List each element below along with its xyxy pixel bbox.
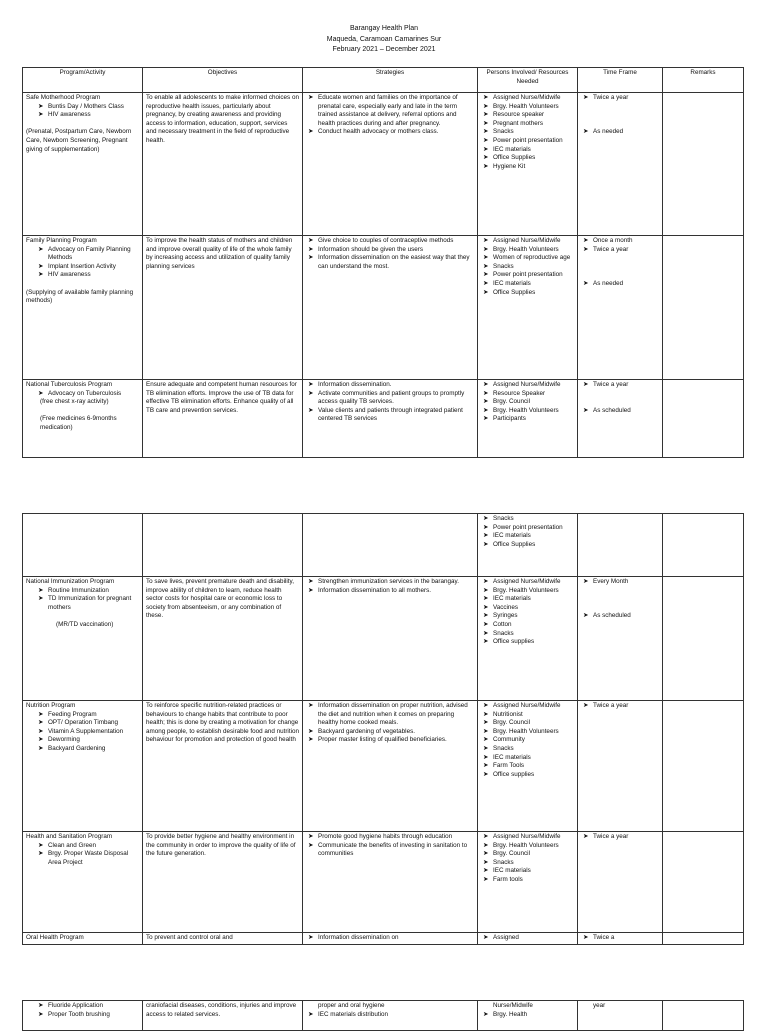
list-item: ➤ TD Immunization for pregnant mothers bbox=[38, 595, 132, 611]
persons-cell bbox=[478, 514, 578, 577]
health-plan-table-1 bbox=[22, 67, 744, 458]
list-item: ➤ Vaccines bbox=[483, 603, 519, 611]
list-item: ➤ Proper master listing of qualified beneficiaries. bbox=[308, 736, 447, 744]
arrow-bullet-icon: ➤ bbox=[583, 245, 589, 253]
list-item: ➤ Snacks bbox=[483, 128, 514, 136]
arrow-bullet-icon: ➤ bbox=[483, 762, 489, 770]
strategies-cell bbox=[303, 577, 478, 701]
list-item: ➤ Brgy. Health Volunteers bbox=[483, 102, 559, 110]
list-item: ➤ Strengthen immunization services in the barangay. bbox=[308, 578, 459, 585]
list-item: ➤ Nutritionist bbox=[483, 710, 523, 718]
remarks-cell bbox=[663, 933, 744, 945]
strategies-cell bbox=[303, 701, 478, 832]
list-item: ➤ Power point presentation bbox=[483, 271, 563, 279]
remarks-cell bbox=[663, 236, 744, 380]
table-row bbox=[23, 380, 744, 458]
list-item: ➤ Proper Tooth brushing bbox=[38, 1010, 110, 1018]
program-name: National Immunization Program bbox=[26, 578, 115, 585]
list-item: ➤ As needed bbox=[583, 279, 624, 287]
arrow-bullet-icon: ➤ bbox=[483, 744, 489, 752]
arrow-bullet-icon: ➤ bbox=[308, 237, 314, 244]
arrow-bullet-icon: ➤ bbox=[483, 736, 489, 744]
table-row bbox=[23, 933, 744, 945]
list-item: ➤ Brgy. Council bbox=[483, 398, 530, 406]
list-item: ➤ Pregnant mothers bbox=[483, 119, 544, 127]
list-item: ➤ Brgy. Health Volunteers bbox=[483, 841, 559, 849]
arrow-bullet-icon: ➤ bbox=[38, 111, 44, 119]
arrow-bullet-icon: ➤ bbox=[483, 136, 489, 144]
list-item: ➤ Community bbox=[483, 736, 525, 744]
arrow-bullet-icon: ➤ bbox=[308, 586, 314, 594]
table-row bbox=[23, 577, 744, 701]
list-item: ➤ Information should be given the users bbox=[308, 245, 424, 253]
list-item: ➤ Value clients and patients through integrated patient centered TB services bbox=[308, 406, 463, 423]
arrow-bullet-icon: ➤ bbox=[38, 595, 44, 603]
table-row bbox=[23, 236, 744, 380]
arrow-bullet-icon: ➤ bbox=[308, 736, 314, 744]
objectives-cell: To save lives, prevent premature death and disability, improve ability of children to learn, reduce health sector costs for hospital care or economic loss to society from absenteeism, or any combination of these. bbox=[143, 577, 303, 701]
objectives-cell: To prevent and control oral and bbox=[143, 933, 303, 945]
arrow-bullet-icon: ➤ bbox=[483, 128, 489, 136]
strategies-cell bbox=[303, 933, 478, 945]
list-item: ➤ Cotton bbox=[483, 620, 512, 628]
objectives-cell: To enable all adolescents to make informed choices on reproductive health issues, particularly about pregnancy, by creating awareness and providing access to information, education, support, services and necessary treatment in the field of reproductive health. bbox=[143, 93, 303, 236]
arrow-bullet-icon: ➤ bbox=[38, 850, 44, 858]
arrow-bullet-icon: ➤ bbox=[308, 128, 314, 136]
list-item: ➤ Assigned Nurse/Midwife bbox=[483, 578, 561, 585]
arrow-bullet-icon: ➤ bbox=[483, 1010, 489, 1018]
arrow-bullet-icon: ➤ bbox=[38, 841, 44, 849]
arrow-bullet-icon: ➤ bbox=[38, 710, 44, 718]
list-item: ➤ Resource Speaker bbox=[483, 389, 546, 397]
arrow-bullet-icon: ➤ bbox=[483, 532, 489, 540]
arrow-bullet-icon: ➤ bbox=[483, 415, 489, 423]
objectives-cell: craniofacial diseases, conditions, injuries and improve access to related services. bbox=[143, 1001, 303, 1031]
arrow-bullet-icon: ➤ bbox=[483, 145, 489, 153]
list-item: ➤ Assigned Nurse/Midwife bbox=[483, 833, 561, 840]
list-item: ➤ Twice a year bbox=[583, 94, 629, 101]
program-note: (free chest x-ray activity) bbox=[40, 398, 109, 406]
arrow-bullet-icon: ➤ bbox=[483, 578, 489, 585]
arrow-bullet-icon: ➤ bbox=[38, 736, 44, 744]
arrow-bullet-icon: ➤ bbox=[483, 154, 489, 162]
list-item: ➤ Office Supplies bbox=[483, 154, 536, 162]
arrow-bullet-icon: ➤ bbox=[38, 1002, 44, 1009]
remarks-cell bbox=[663, 577, 744, 701]
list-item: ➤ Twice a year bbox=[583, 245, 629, 253]
page-header bbox=[0, 24, 768, 56]
list-item: ➤ As scheduled bbox=[583, 406, 631, 414]
list-item: ➤ Routine Immunization bbox=[38, 586, 109, 594]
arrow-bullet-icon: ➤ bbox=[483, 237, 489, 244]
arrow-bullet-icon: ➤ bbox=[483, 770, 489, 778]
table-row bbox=[23, 93, 744, 236]
list-item: ➤ Brgy. Health Volunteers bbox=[483, 406, 559, 414]
strategies-cell bbox=[303, 514, 478, 577]
arrow-bullet-icon: ➤ bbox=[483, 398, 489, 406]
list-item: ➤ Promote good hygiene habits through education bbox=[308, 833, 453, 840]
arrow-bullet-icon: ➤ bbox=[483, 858, 489, 866]
list-item: ➤ Snacks bbox=[483, 858, 514, 866]
list-item: ➤ As needed bbox=[583, 128, 624, 136]
arrow-bullet-icon: ➤ bbox=[483, 162, 489, 170]
arrow-bullet-icon: ➤ bbox=[38, 245, 44, 253]
list-item: ➤ Deworming bbox=[38, 736, 80, 744]
list-item: ➤ IEC materials bbox=[483, 753, 531, 761]
timeframe-cell bbox=[578, 236, 663, 380]
list-item: ➤ Twice a year bbox=[583, 702, 629, 709]
list-item: ➤ Brgy. Health Volunteers bbox=[483, 245, 559, 253]
strategies-cell bbox=[303, 832, 478, 933]
arrow-bullet-icon: ➤ bbox=[583, 833, 589, 840]
arrow-bullet-icon: ➤ bbox=[483, 638, 489, 646]
arrow-bullet-icon: ➤ bbox=[583, 702, 589, 709]
timeframe-cell: year bbox=[578, 1001, 663, 1031]
list-item: ➤ Twice a bbox=[583, 934, 615, 941]
program-cell bbox=[23, 93, 143, 236]
arrow-bullet-icon: ➤ bbox=[308, 578, 314, 585]
program-cell bbox=[23, 514, 143, 577]
list-item: ➤ Snacks bbox=[483, 262, 514, 270]
column-header: Time Frame bbox=[578, 68, 663, 93]
arrow-bullet-icon: ➤ bbox=[483, 389, 489, 397]
arrow-bullet-icon: ➤ bbox=[38, 102, 44, 110]
arrow-bullet-icon: ➤ bbox=[483, 254, 489, 262]
strategies-cell bbox=[303, 93, 478, 236]
list-item: ➤ Advocacy on Family Planning Methods bbox=[38, 245, 131, 262]
program-cell bbox=[23, 1001, 143, 1031]
arrow-bullet-icon: ➤ bbox=[308, 381, 314, 388]
program-name: Oral Health Program bbox=[26, 934, 84, 941]
list-item: ➤ Assigned Nurse/Midwife bbox=[483, 702, 561, 709]
program-name: National Tuberculosis Program bbox=[26, 381, 113, 388]
list-item: ➤ Office Supplies bbox=[483, 540, 536, 548]
list-item: ➤ Brgy. Health Volunteers bbox=[483, 727, 559, 735]
program-cell bbox=[23, 701, 143, 832]
objectives-cell bbox=[143, 514, 303, 577]
timeframe-cell bbox=[578, 380, 663, 458]
persons-cell bbox=[478, 380, 578, 458]
arrow-bullet-icon: ➤ bbox=[483, 119, 489, 127]
list-item: ➤ Brgy. Council bbox=[483, 850, 530, 858]
list-item: ➤ Snacks bbox=[483, 629, 514, 637]
column-header: Strategies bbox=[303, 68, 478, 93]
timeframe-cell bbox=[578, 514, 663, 577]
list-item: ➤ Power point presentation bbox=[483, 136, 563, 144]
list-item: ➤ Fluoride Application bbox=[38, 1002, 103, 1009]
list-item: ➤ Twice a year bbox=[583, 381, 629, 388]
health-plan-table-2 bbox=[22, 513, 744, 945]
program-name: Safe Motherhood Program bbox=[26, 94, 101, 101]
list-item: ➤ OPT/ Operation Timbang bbox=[38, 719, 118, 727]
list-item: ➤ Information dissemination on proper nutrition, advised the diet and nutrition when it comes on preparing healthy home cooked meals. bbox=[308, 702, 468, 727]
persons-cell: Nurse/Midwife ➤ Brgy. Health bbox=[478, 1001, 578, 1031]
list-item: ➤ Communicate the benefits of investing in sanitation to communities bbox=[308, 841, 468, 858]
list-item: ➤ Every Month bbox=[583, 578, 629, 585]
list-item: ➤ Brgy. Council bbox=[483, 719, 530, 727]
arrow-bullet-icon: ➤ bbox=[483, 279, 489, 287]
arrow-bullet-icon: ➤ bbox=[483, 753, 489, 761]
arrow-bullet-icon: ➤ bbox=[38, 1010, 44, 1018]
table-row bbox=[23, 701, 744, 832]
list-item: ➤ As scheduled bbox=[583, 612, 631, 620]
arrow-bullet-icon: ➤ bbox=[483, 288, 489, 296]
list-item: ➤ Information dissemination to all mothers. bbox=[308, 586, 432, 594]
objectives-cell: Ensure adequate and competent human resources for TB elimination efforts. Improve the use of TB data for effective TB elimination efforts. Enhance quality of all TB care and prevention services. bbox=[143, 380, 303, 458]
arrow-bullet-icon: ➤ bbox=[583, 578, 589, 585]
list-item: ➤ Syringes bbox=[483, 612, 518, 620]
timeframe-cell bbox=[578, 577, 663, 701]
document-period: February 2021 – December 2021 bbox=[332, 46, 436, 53]
arrow-bullet-icon: ➤ bbox=[483, 727, 489, 735]
program-note: (MR/TD vaccination) bbox=[56, 620, 114, 628]
arrow-bullet-icon: ➤ bbox=[38, 262, 44, 270]
list-item: ➤ IEC materials bbox=[483, 145, 531, 153]
program-cell bbox=[23, 577, 143, 701]
strategies-cell bbox=[303, 380, 478, 458]
arrow-bullet-icon: ➤ bbox=[483, 875, 489, 883]
column-header: Objectives bbox=[143, 68, 303, 93]
arrow-bullet-icon: ➤ bbox=[483, 262, 489, 270]
column-header: Remarks bbox=[663, 68, 744, 93]
arrow-bullet-icon: ➤ bbox=[483, 934, 489, 941]
arrow-bullet-icon: ➤ bbox=[583, 128, 589, 136]
timeframe-cell bbox=[578, 93, 663, 236]
remarks-cell bbox=[663, 701, 744, 832]
arrow-bullet-icon: ➤ bbox=[483, 271, 489, 279]
arrow-bullet-icon: ➤ bbox=[483, 603, 489, 611]
arrow-bullet-icon: ➤ bbox=[38, 719, 44, 727]
arrow-bullet-icon: ➤ bbox=[308, 841, 314, 849]
list-item: ➤ Implant Insertion Activity bbox=[38, 262, 116, 270]
arrow-bullet-icon: ➤ bbox=[583, 94, 589, 101]
arrow-bullet-icon: ➤ bbox=[38, 586, 44, 594]
list-item: ➤ Assigned bbox=[483, 934, 519, 941]
list-item: ➤ Snacks bbox=[483, 744, 514, 752]
program-name: Nutrition Program bbox=[26, 702, 76, 709]
arrow-bullet-icon: ➤ bbox=[308, 245, 314, 253]
list-item: ➤ Educate women and families on the importance of prenatal care, especially early and late in the term trained assistance at delivery, referral options and health practices during and after pregnancy. bbox=[308, 94, 458, 127]
arrow-bullet-icon: ➤ bbox=[483, 245, 489, 253]
list-item: ➤ Brgy. Health Volunteers bbox=[483, 586, 559, 594]
persons-cell bbox=[478, 93, 578, 236]
list-item: ➤ Resource speaker bbox=[483, 111, 545, 119]
list-item: ➤ Assigned Nurse/Midwife bbox=[483, 237, 561, 244]
program-cell bbox=[23, 832, 143, 933]
list-item: ➤ Farm Tools bbox=[483, 762, 525, 770]
arrow-bullet-icon: ➤ bbox=[583, 406, 589, 414]
list-item: ➤ Give choice to couples of contraceptive methods bbox=[308, 237, 454, 244]
persons-cell bbox=[478, 933, 578, 945]
arrow-bullet-icon: ➤ bbox=[583, 381, 589, 388]
program-name: Family Planning Program bbox=[26, 237, 97, 244]
arrow-bullet-icon: ➤ bbox=[308, 406, 314, 414]
list-item: ➤ Brgy. Proper Waste Disposal Area Project bbox=[38, 850, 129, 866]
arrow-bullet-icon: ➤ bbox=[483, 94, 489, 101]
remarks-cell bbox=[663, 1001, 744, 1031]
list-item: ➤ IEC materials distribution bbox=[308, 1010, 388, 1018]
list-item: ➤ Women of reproductive age bbox=[483, 254, 571, 262]
program-note: (Prenatal, Postpartum Care, Newborn Care, Newborn Screening, Pregnant giving of supplementation) bbox=[26, 128, 132, 153]
list-item: ➤ Activate communities and patient groups to promptly access quality TB services. bbox=[308, 389, 465, 406]
list-item: ➤ IEC materials bbox=[483, 532, 531, 540]
arrow-bullet-icon: ➤ bbox=[483, 595, 489, 603]
arrow-bullet-icon: ➤ bbox=[483, 620, 489, 628]
list-item: ➤ Power point presentation bbox=[483, 523, 563, 531]
arrow-bullet-icon: ➤ bbox=[308, 254, 314, 262]
arrow-bullet-icon: ➤ bbox=[583, 612, 589, 620]
list-item: ➤ Conduct health advocacy or mothers class. bbox=[308, 128, 439, 136]
arrow-bullet-icon: ➤ bbox=[483, 833, 489, 840]
list-item: ➤ Assigned Nurse/Midwife bbox=[483, 94, 561, 101]
program-cell bbox=[23, 380, 143, 458]
remarks-cell bbox=[663, 93, 744, 236]
list-item: ➤ Backyard gardening of vegetables. bbox=[308, 727, 415, 735]
health-plan-table-3 bbox=[22, 1000, 744, 1031]
timeframe-cell bbox=[578, 933, 663, 945]
list-item: ➤ IEC materials bbox=[483, 595, 531, 603]
arrow-bullet-icon: ➤ bbox=[583, 279, 589, 287]
remarks-cell bbox=[663, 832, 744, 933]
list-item: ➤ Advocacy on Tuberculosis bbox=[38, 389, 122, 397]
remarks-cell bbox=[663, 514, 744, 577]
persons-cell bbox=[478, 832, 578, 933]
list-item: ➤ Feeding Program bbox=[38, 710, 97, 718]
arrow-bullet-icon: ➤ bbox=[483, 850, 489, 858]
list-item: ➤ Buntis Day / Mothers Class bbox=[38, 102, 124, 110]
arrow-bullet-icon: ➤ bbox=[483, 702, 489, 709]
arrow-bullet-icon: ➤ bbox=[483, 111, 489, 119]
list-item: ➤ Office Supplies bbox=[483, 288, 536, 296]
arrow-bullet-icon: ➤ bbox=[483, 867, 489, 875]
arrow-bullet-icon: ➤ bbox=[308, 94, 314, 101]
timeframe-cell bbox=[578, 701, 663, 832]
list-item: ➤ Information dissemination on bbox=[308, 934, 399, 941]
table-row bbox=[23, 832, 744, 933]
list-item: ➤ Brgy. Health bbox=[483, 1010, 528, 1018]
list-item: ➤ Once a month bbox=[583, 237, 633, 244]
program-cell bbox=[23, 236, 143, 380]
arrow-bullet-icon: ➤ bbox=[38, 271, 44, 279]
objectives-cell: To improve the health status of mothers and children and improve overall quality of life of the whole family by increasing access and utilization of quality family planning services bbox=[143, 236, 303, 380]
list-item: ➤ Information dissemination on the easiest way that they can understand the most. bbox=[308, 254, 470, 270]
arrow-bullet-icon: ➤ bbox=[483, 629, 489, 637]
list-item: ➤ Vitamin A Supplementation bbox=[38, 727, 124, 735]
arrow-bullet-icon: ➤ bbox=[308, 1010, 314, 1018]
program-name: Health and Sanitation Program bbox=[26, 833, 113, 840]
list-item: ➤ Hygiene Kit bbox=[483, 162, 526, 170]
arrow-bullet-icon: ➤ bbox=[308, 833, 314, 840]
arrow-bullet-icon: ➤ bbox=[483, 586, 489, 594]
list-item: ➤ Office supplies bbox=[483, 770, 535, 778]
list-item: ➤ Backyard Gardening bbox=[38, 744, 106, 752]
list-item: ➤ Snacks bbox=[483, 515, 514, 522]
arrow-bullet-icon: ➤ bbox=[483, 102, 489, 110]
timeframe-cell bbox=[578, 832, 663, 933]
list-item: ➤ Clean and Green bbox=[38, 841, 96, 849]
arrow-bullet-icon: ➤ bbox=[308, 727, 314, 735]
list-item: ➤ IEC materials bbox=[483, 867, 531, 875]
arrow-bullet-icon: ➤ bbox=[483, 719, 489, 727]
persons-cell bbox=[478, 236, 578, 380]
program-cell bbox=[23, 933, 143, 945]
arrow-bullet-icon: ➤ bbox=[583, 237, 589, 244]
arrow-bullet-icon: ➤ bbox=[308, 934, 314, 941]
arrow-bullet-icon: ➤ bbox=[38, 744, 44, 752]
strategies-cell bbox=[303, 236, 478, 380]
list-item: ➤ IEC materials bbox=[483, 279, 531, 287]
table-row bbox=[23, 514, 744, 577]
list-item: ➤ Participants bbox=[483, 415, 526, 423]
list-item: ➤ HIV awareness bbox=[38, 111, 91, 119]
remarks-cell bbox=[663, 380, 744, 458]
arrow-bullet-icon: ➤ bbox=[308, 702, 314, 709]
persons-cell bbox=[478, 701, 578, 832]
table-header-row bbox=[23, 68, 744, 93]
arrow-bullet-icon: ➤ bbox=[483, 381, 489, 388]
arrow-bullet-icon: ➤ bbox=[483, 710, 489, 718]
column-header: Program/Activity bbox=[23, 68, 143, 93]
arrow-bullet-icon: ➤ bbox=[38, 727, 44, 735]
arrow-bullet-icon: ➤ bbox=[583, 934, 589, 941]
arrow-bullet-icon: ➤ bbox=[483, 540, 489, 548]
program-note: (Free medicines 6-9months medication) bbox=[40, 415, 117, 431]
table-row bbox=[23, 1001, 744, 1031]
arrow-bullet-icon: ➤ bbox=[308, 389, 314, 397]
arrow-bullet-icon: ➤ bbox=[38, 389, 44, 397]
arrow-bullet-icon: ➤ bbox=[483, 612, 489, 620]
list-item: ➤ Office supplies bbox=[483, 638, 535, 646]
objectives-cell: To reinforce specific nutrition-related practices or behaviours to change habits that contribute to poor health; this is done by creating a motivation for change among people, to establish desirable food and nutrition behaviour for promotion and protection of good health bbox=[143, 701, 303, 832]
column-header: Persons Involved/ Resources Needed bbox=[478, 68, 578, 93]
arrow-bullet-icon: ➤ bbox=[483, 523, 489, 531]
program-note: (Supplying of available family planning methods) bbox=[26, 288, 134, 305]
document-location: Maqueda, Caramoan Camarines Sur bbox=[326, 35, 442, 43]
arrow-bullet-icon: ➤ bbox=[483, 515, 489, 522]
list-item: ➤ HIV awareness bbox=[38, 271, 91, 279]
list-item: ➤ Information dissemination. bbox=[308, 381, 392, 388]
arrow-bullet-icon: ➤ bbox=[483, 406, 489, 414]
arrow-bullet-icon: ➤ bbox=[483, 841, 489, 849]
objectives-cell: To provide better hygiene and healthy environment in the community in order to improve the quality of life of the future generation. bbox=[143, 832, 303, 933]
list-item: ➤ Assigned Nurse/Midwife bbox=[483, 381, 561, 388]
strategies-cell: proper and oral hygiene ➤ IEC materials distribution bbox=[303, 1001, 478, 1031]
persons-cell bbox=[478, 577, 578, 701]
document-title: Barangay Health Plan bbox=[349, 25, 419, 32]
list-item: ➤ Twice a year bbox=[583, 833, 629, 840]
list-item: ➤ Farm tools bbox=[483, 875, 523, 883]
